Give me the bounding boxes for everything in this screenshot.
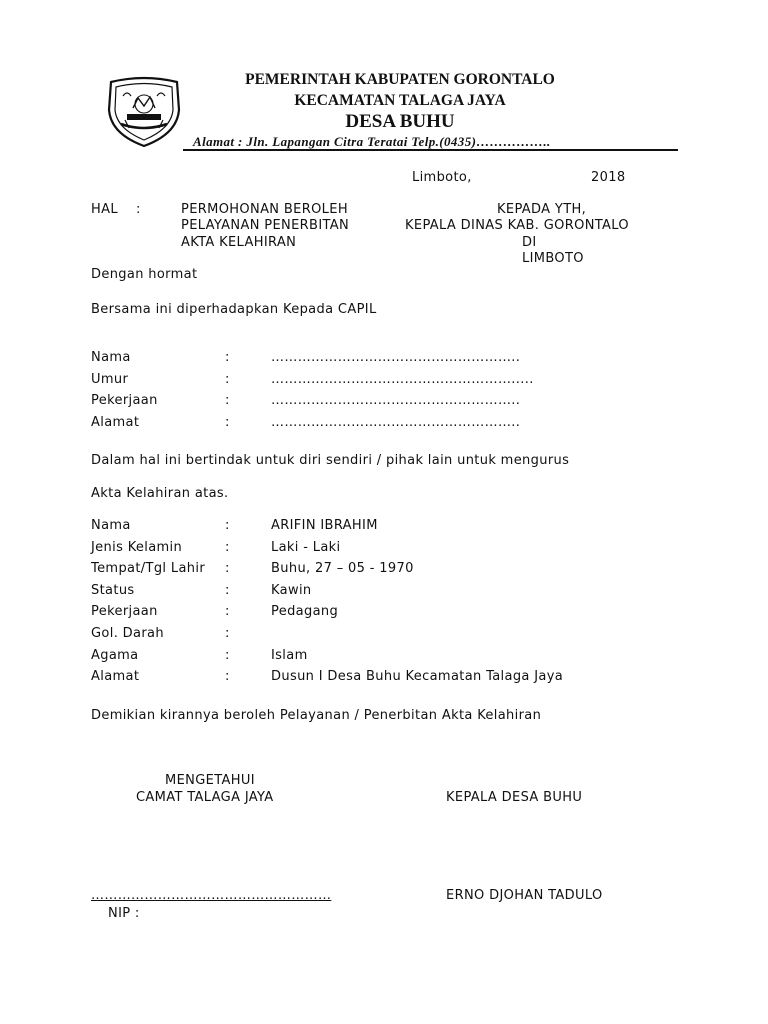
letterhead-line-3: DESA BUHU — [345, 111, 455, 132]
person-name-value: ARIFIN IBRAHIM — [271, 518, 378, 533]
applicant-name-label: Nama — [91, 350, 131, 365]
person-occupation-value: Pedagang — [271, 604, 339, 619]
person-birth-value: Buhu, 27 – 05 - 1970 — [271, 561, 414, 576]
person-gender-label: Jenis Kelamin — [91, 540, 183, 555]
recipient-line-2: KEPALA DINAS KAB. GORONTALO — [405, 218, 630, 233]
person-religion-colon: : — [225, 648, 230, 663]
closing-sentence: Demikian kirannya beroleh Pelayanan / Penerbitan Akta Kelahiran — [91, 708, 542, 723]
recipient-line-4: LIMBOTO — [522, 251, 584, 266]
letterhead-divider — [183, 149, 678, 151]
applicant-name-colon: : — [225, 350, 230, 365]
applicant-occupation-colon: : — [225, 393, 230, 408]
applicant-occupation-label: Pekerjaan — [91, 393, 158, 408]
applicant-address-label: Alamat — [91, 415, 140, 430]
date-year: 2018 — [591, 170, 626, 185]
person-gender-value: Laki - Laki — [271, 540, 341, 555]
subject-label: HAL — [91, 202, 118, 217]
person-status-colon: : — [225, 583, 230, 598]
person-address-label: Alamat — [91, 669, 140, 684]
applicant-occupation-value: ……………………………………………….. — [271, 393, 521, 408]
subject-line-1: PERMOHONAN BEROLEH — [181, 202, 348, 217]
applicant-age-value: ………………………………………………..... — [271, 372, 534, 387]
person-occupation-label: Pekerjaan — [91, 604, 158, 619]
sign-left-nip: NIP : — [108, 906, 140, 921]
letterhead-line-2: KECAMATAN TALAGA JAYA — [294, 92, 506, 109]
sign-right-title: KEPALA DESA BUHU — [446, 790, 583, 805]
applicant-address-colon: : — [225, 415, 230, 430]
person-address-colon: : — [225, 669, 230, 684]
sign-left-name: ……………………………………………… — [91, 888, 332, 903]
act-statement: Dalam hal ini bertindak untuk diri sendiri / pihak lain untuk mengurus — [91, 453, 570, 468]
recipient-line-1: KEPADA YTH, — [497, 202, 587, 217]
act-for: Akta Kelahiran atas. — [91, 486, 229, 501]
subject-line-3: AKTA KELAHIRAN — [181, 235, 297, 250]
person-blood-type-label: Gol. Darah — [91, 626, 164, 641]
person-name-label: Nama — [91, 518, 131, 533]
person-gender-colon: : — [225, 540, 230, 555]
person-religion-label: Agama — [91, 648, 139, 663]
person-blood-type-colon: : — [225, 626, 230, 641]
applicant-age-colon: : — [225, 372, 230, 387]
applicant-address-value: ……………………………………………….. — [271, 415, 521, 430]
subject-line-2: PELAYANAN PENERBITAN — [181, 218, 350, 233]
person-religion-value: Islam — [271, 648, 308, 663]
person-status-value: Kawin — [271, 583, 312, 598]
person-address-value: Dusun I Desa Buhu Kecamatan Talaga Jaya — [271, 669, 564, 684]
regency-emblem-logo — [103, 76, 185, 148]
recipient-line-3: DI — [522, 235, 537, 250]
person-birth-label: Tempat/Tgl Lahir — [91, 561, 206, 576]
intro-sentence: Bersama ini diperhadapkan Kepada CAPIL — [91, 302, 377, 317]
letterhead-line-1: PEMERINTAH KABUPATEN GORONTALO — [245, 71, 555, 88]
person-name-colon: : — [225, 518, 230, 533]
sign-left-title-1: MENGETAHUI — [165, 773, 255, 788]
sign-left-title-2: CAMAT TALAGA JAYA — [136, 790, 274, 805]
person-status-label: Status — [91, 583, 135, 598]
applicant-name-value: ……………………………………………….. — [271, 350, 521, 365]
applicant-age-label: Umur — [91, 372, 129, 387]
subject-colon: : — [136, 202, 141, 217]
person-occupation-colon: : — [225, 604, 230, 619]
date-place: Limboto, — [412, 170, 472, 185]
sign-right-name: ERNO DJOHAN TADULO — [446, 888, 603, 903]
letterhead-address: Alamat : Jln. Lapangan Citra Teratai Telp.(0435)…………….. — [193, 134, 551, 149]
person-birth-colon: : — [225, 561, 230, 576]
greeting: Dengan hormat — [91, 267, 198, 282]
